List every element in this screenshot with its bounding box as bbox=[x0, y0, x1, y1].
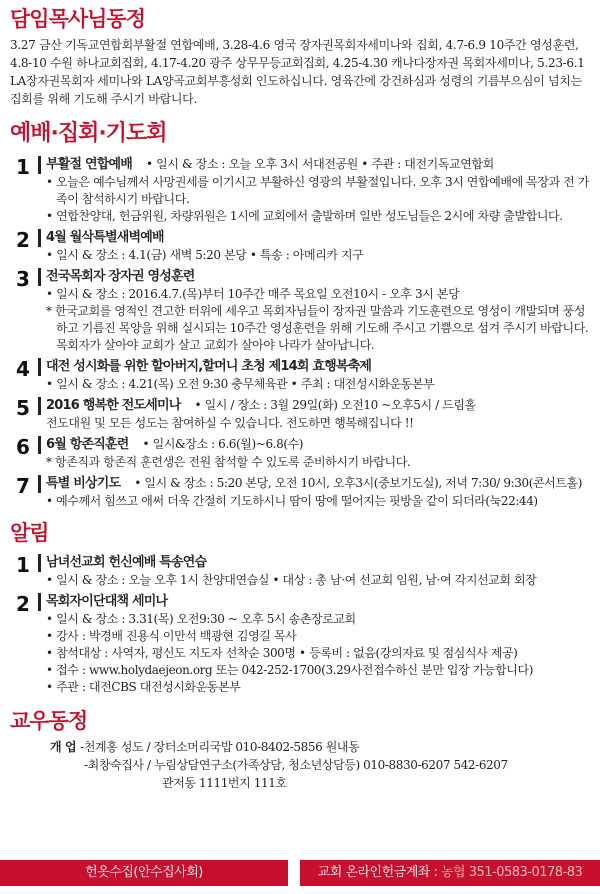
item-content bbox=[36, 593, 590, 696]
item-number: 1 bbox=[16, 553, 30, 577]
worship-section-title: 예배·집회·기도회 bbox=[10, 121, 167, 146]
pastor-news-text: 3.27 금산 기독교연합회부활절 연합예배, 3.28-4.6 영국 장자권목회자세미나와 집회, 4.7-6.9 10주간 영성훈련, 4.8-10 수원 하나교회집회, 4.17-4.20 광주 상무무등교회집회, 4.25-4.30 캐나다장자권 목회자세미나, 5.23-6.1 LA장자권목회자 세미나와 LA양곡교회부흥성회 인도하십니다. 영육간에 강건하심과 성령의 기름부으심이 넘치는 집회를 위해 기도해 주시기 바랍니다. bbox=[10, 38, 585, 106]
list-item bbox=[10, 358, 590, 393]
item-title: 대전 성시화를 위한 할아버지,할머니 초청 제14회 효행복축제 bbox=[38, 358, 371, 376]
item-content bbox=[36, 358, 590, 393]
alumni-line-text: 관저동 1111번지 111호 bbox=[162, 776, 287, 790]
item-info: • 일시 & 장소 : 5:20 본당, 오전 10시, 오후3시(중보기도실), 저녁 7:30/ 9:30(콘서트홀) bbox=[134, 476, 583, 490]
item-title: 2016 행복한 전도세미나 bbox=[38, 397, 181, 415]
item-number: 2 bbox=[16, 228, 30, 252]
item-detail-line: 전도대원 및 모든 성도는 참여하실 수 있습니다. 전도하면 행복해집니다 !! bbox=[46, 416, 414, 430]
item-content bbox=[36, 436, 590, 471]
item-content bbox=[36, 397, 590, 432]
item-head bbox=[38, 593, 590, 611]
alumni-line bbox=[50, 774, 590, 792]
item-title: 4월 월삭특별새벽예배 bbox=[38, 229, 164, 247]
item-detail-line: • 강사 : 박경배 진용식 이만석 백광현 김영길 목사 bbox=[46, 629, 297, 643]
item-head bbox=[38, 358, 590, 376]
item-content bbox=[36, 229, 590, 264]
alumni-label: 개 업 bbox=[50, 740, 77, 754]
pastor-section-title: 담임목사님동정 bbox=[10, 7, 146, 31]
item-detail-line: • 주관 : 대전CBS 대전성시화운동본부 bbox=[46, 680, 241, 694]
item-number: 1 bbox=[16, 155, 30, 179]
item-title: 특별 비상기도 bbox=[38, 475, 120, 493]
item-title: 전국목회자 장자권 영성훈련 bbox=[38, 268, 195, 286]
item-number: 6 bbox=[16, 435, 30, 459]
item-head bbox=[38, 268, 590, 286]
item-title: 6월 항존직훈련 bbox=[38, 436, 129, 454]
offering-account-number: 농협 351-0583-0178-83 bbox=[440, 865, 583, 880]
item-head bbox=[38, 229, 590, 247]
item-detail-line: * 한국교회를 영적인 견고한 터위에 세우고 목회자님들이 장자권 말씀과 기도훈련으로 영성이 개발되며 풍성하고 기름진 목양을 위해 실시되는 10주간 영성훈련을 위해 기도해 주시고 기쁨으로 섬겨 주시기 바랍니다. 목회자가 살아야 교회가 살고 교회가 살아야 나라가 살아납니다. bbox=[46, 304, 589, 352]
item-info: • 일시&장소 : 6.6(월)~6.8(수) bbox=[142, 437, 304, 451]
item-detail-line: • 연합찬양대, 헌금위원, 차량위원은 1시에 교회에서 출발하며 일반 성도님들은 2시에 차량 출발합니다. bbox=[46, 209, 563, 223]
item-detail-line: • 일시 & 장소 : 2016.4.7.(목)부터 10주간 매주 목요일 오전10시 - 오후 3시 본당 bbox=[46, 287, 460, 301]
item-title: 남녀선교회 헌신예배 특송연습 bbox=[38, 554, 206, 572]
item-number: 3 bbox=[16, 267, 30, 291]
list-item bbox=[10, 593, 590, 696]
item-detail-line: • 참석대상 : 사역자, 평신도 지도자 선착순 300명 • 등록비 : 없음(강의자료 및 점심식사 제공) bbox=[46, 646, 518, 660]
footer-offering-account bbox=[300, 860, 600, 886]
item-detail-line: • 예수께서 힘쓰고 애써 더욱 간절히 기도하시니 땀이 땅에 떨어지는 핏방울 같이 되더라(눅22:44) bbox=[46, 494, 538, 508]
list-item bbox=[10, 229, 590, 264]
notice-list bbox=[10, 554, 590, 696]
list-item bbox=[10, 397, 590, 432]
item-content bbox=[36, 156, 590, 225]
item-detail-line: • 오늘은 예수님께서 사망권세를 이기시고 부활하신 영광의 부활절입니다. 오후 3시 연합예배에 목장과 전 가족이 참석하시기 바랍니다. bbox=[46, 175, 589, 206]
item-detail-line: • 접수 : www.holydaejeon.org 또는 042-252-1700(3.29사전접수하신 분만 입장 가능합니다) bbox=[46, 663, 533, 677]
footer-clothes-collection: 헌옷수집(안수집사회) bbox=[0, 860, 288, 886]
item-title: 목회자이단대책 세미나 bbox=[38, 593, 167, 611]
list-item bbox=[10, 475, 590, 510]
item-detail-line: • 일시 & 장소 : 3.31(목) 오전9:30 ~ 오후 5시 송촌장로교회 bbox=[46, 612, 356, 626]
item-info: • 일시 / 장소 : 3월 29일(화) 오전10 ~오후5시 / 드림홀 bbox=[194, 398, 476, 412]
alumni-line-text: -최창숙집사 / 누림상담연구소(가족상담, 청소년상담등) 010-8830-6207 542-6207 bbox=[84, 758, 508, 772]
list-item bbox=[10, 268, 590, 354]
alumni-news bbox=[10, 738, 590, 792]
item-number: 5 bbox=[16, 396, 30, 420]
item-number: 4 bbox=[16, 357, 30, 381]
alumni-section-title: 교우동정 bbox=[10, 709, 88, 733]
item-info: • 일시 & 장소 : 오늘 오후 3시 서대전공원 • 주관 : 대전기독교연합회 bbox=[146, 157, 494, 171]
item-detail-line: • 일시 & 장소 : 4.21(목) 오전 9:30 충무체육관 • 주최 : 대전성시화운동본부 bbox=[46, 377, 435, 391]
alumni-line bbox=[50, 738, 590, 756]
item-head bbox=[38, 397, 590, 415]
item-content bbox=[36, 475, 590, 510]
alumni-line bbox=[50, 756, 590, 774]
offering-account-label: 교회 온라인헌금계좌 : bbox=[317, 865, 441, 880]
worship-list bbox=[10, 156, 590, 510]
item-detail-line: • 일시 & 장소 : 오늘 오후 1시 찬양대연습실 • 대상 : 총 남·여 선교회 임원, 남·여 각지선교회 회장 bbox=[46, 573, 537, 587]
item-head bbox=[38, 475, 590, 493]
item-title: 부활절 연합예배 bbox=[38, 156, 132, 174]
list-item bbox=[10, 554, 590, 589]
alumni-line-text: -천계홍 성도 / 장터소머리국밥 010-8402-5856 원내동 bbox=[80, 740, 360, 754]
item-detail-line: * 항존직과 항존직 훈련생은 전원 참석할 수 있도록 준비하시기 바랍니다. bbox=[46, 455, 411, 469]
list-item bbox=[10, 436, 590, 471]
item-content bbox=[36, 268, 590, 354]
item-head bbox=[38, 554, 590, 572]
item-number: 7 bbox=[16, 474, 30, 498]
list-item bbox=[10, 156, 590, 225]
item-head bbox=[38, 156, 590, 174]
item-head bbox=[38, 436, 590, 454]
footer-bar bbox=[0, 860, 600, 894]
item-number: 2 bbox=[16, 592, 30, 616]
item-detail-line: • 일시 & 장소 : 4.1(금) 새벽 5:20 본당 • 특송 : 아메리카 지구 bbox=[46, 248, 364, 262]
item-content bbox=[36, 554, 590, 589]
notice-section-title: 알림 bbox=[10, 521, 49, 545]
